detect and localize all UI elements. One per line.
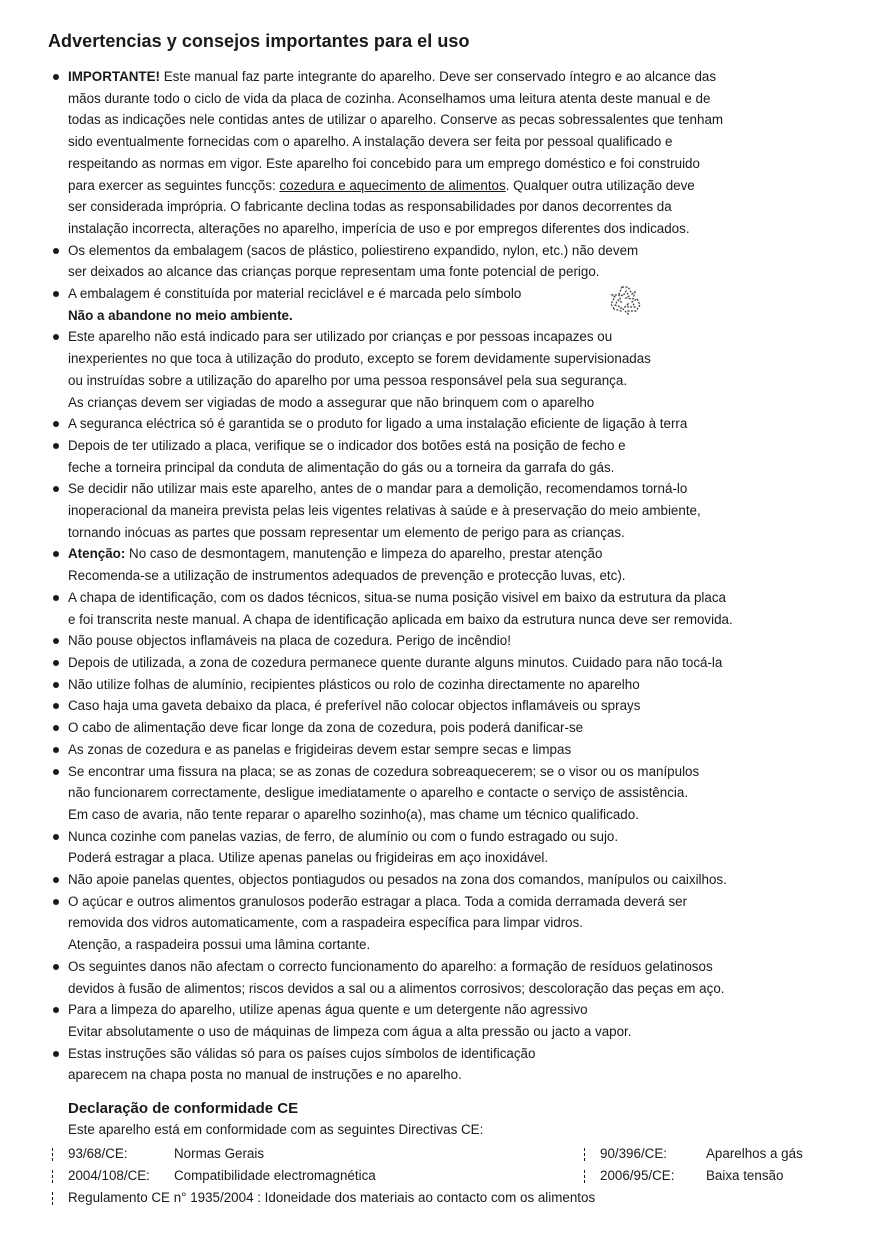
list-item: Estas instruções são válidas só para os países cujos símbolos de identificação aparecem na chapa posta no manual de instruções e no aparelho. [48, 1043, 848, 1086]
row-marker [52, 1192, 55, 1205]
list-item: A seguranca eléctrica só é garantida se o produto for ligado a uma instalação eficiente de ligação à terra [48, 413, 848, 435]
list-item: Atenção: No caso de desmontagem, manutenção e limpeza do aparelho, prestar atenção Recomenda-se a utilização de instrumentos adequados de prevenção e protecção luvas, etc). [48, 543, 848, 586]
row-marker [52, 1170, 55, 1183]
directive-name: Aparelhos a gás [706, 1146, 803, 1161]
directive-code: 2004/108/CE: [68, 1168, 150, 1183]
list-item: Os seguintes danos não afectam o correcto funcionamento do aparelho: a formação de resíduos gelatinosos devidos à fusão de alimentos; riscos devidos a sal ou a alimentos corrosivos; descoloração das peças em aço. [48, 956, 848, 999]
list-item: Não apoie panelas quentes, objectos pontiagudos ou pesados na zona dos comandos, manípulos ou caixilhos. [48, 869, 848, 891]
list-item: A chapa de identificação, com os dados técnicos, situa-se numa posição visivel em baixo da estrutura da placa e foi transcrita neste manual. A chapa de identificação aplicada em baixo da estrutura nunca deve ser removida. [48, 587, 848, 630]
list-item: Para a limpeza do aparelho, utilize apenas água quente e um detergente não agressivo Evitar absolutamente o uso de máquinas de limpeza com água a alta pressão ou jacto a vapor. [48, 999, 848, 1042]
directive-code: 2006/95/CE: [600, 1168, 675, 1183]
table-row [48, 1187, 848, 1209]
directive-name: Compatibilidade electromagnética [174, 1168, 376, 1183]
list-item: As zonas de cozedura e as panelas e frigideiras devem estar sempre secas e limpas [48, 739, 848, 761]
table-row [48, 1165, 848, 1187]
list-item: Depois de ter utilizado a placa, verifique se o indicador dos botões está na posição de fecho e feche a torneira principal da conduta de alimentação do gás ou a torneira da garrafa do gás. [48, 435, 848, 478]
directive-name: Normas Gerais [174, 1146, 265, 1161]
warnings-list [48, 66, 848, 1086]
ce-declaration [68, 1099, 848, 1140]
directive-name: Baixa tensão [706, 1168, 784, 1183]
directive-code: 93/68/CE: [68, 1146, 128, 1161]
row-marker [584, 1148, 587, 1161]
list-item: Não pouse objectos inflamáveis na placa de cozedura. Perigo de incêndio! [48, 630, 848, 652]
attention-label: Atenção: [68, 546, 126, 562]
list-item: IMPORTANTE! Este manual faz parte integrante do aparelho. Deve ser conservado íntegro e ao alcance das mãos durante todo o ciclo de vida da placa de cozinha. Aconselhamos uma leitura atenta deste manual e de todas as indicações nele contidas antes de utilizar o aparelho. Conserve as pecas sobressalentes que tenham sido eventualmente fornecidas com o aparelho. A instalação devera ser feita por pessoal qualificado e respeitando as normas em vigor. Este aparelho foi concebido para um emprego doméstico e foi construido para exercer as seguintes funcçõs: cozedura e aquecimento de alimentos. Qualquer outra utilização deve ser considerada imprópria. O fabricante declina todas as responsabilidades por danos decorrentes da instalação incorrecta, alterações no aparelho, imperícia de uso e por empregos diferentes dos indicados. [48, 66, 848, 240]
list-item: Nunca cozinhe com panelas vazias, de ferro, de alumínio ou com o fundo estragado ou sujo. Poderá estragar a placa. Utilize apenas panelas ou frigideiras em aço inoxidável. [48, 826, 848, 869]
declaration-title: Declaração de conformidade CE [68, 1100, 299, 1117]
list-item: Caso haja uma gaveta debaixo da placa, é preferível não colocar objectos inflamáveis ou sprays [48, 695, 848, 717]
environment-note: Não a abandone no meio ambiente. [68, 307, 293, 323]
list-item: O cabo de alimentação deve ficar longe da zona de cozedura, pois poderá danificar-se [48, 717, 848, 739]
recycle-icon [608, 283, 644, 315]
table-row [48, 1143, 848, 1165]
directives-table [48, 1143, 848, 1209]
list-item: Se decidir não utilizar mais este aparelho, antes de o mandar para a demolição, recomendamos torná-lo inoperacional da maneira prevista pelas leis vigentes relativas à saúde e à preservação do meio ambiente, tornando inócuas as partes que possam representar um elemento de perigo para as crianças. [48, 478, 848, 543]
page-title: Advertencias y consejos importantes para el uso [48, 31, 470, 51]
directive-code: 90/396/CE: [600, 1146, 667, 1161]
list-item: Este aparelho não está indicado para ser utilizado por crianças e por pessoas incapazes ou inexperientes no que toca à utilização do produto, excepto se forem devidamente supervisionadas ou instruídas sobre a utilização do aparelho por uma pessoa responsável pela sua segurança. As crianças devem ser vigiadas de modo a assegurar que não brinquem com o aparelho [48, 326, 848, 413]
regulation-text: Regulamento CE n° 1935/2004 : Idoneidade dos materiais ao contacto com os alimentos [68, 1190, 596, 1205]
list-item: A embalagem é constituída por material reciclável e é marcada pelo símbolo Não a abandone no meio ambiente. [48, 283, 848, 326]
row-marker [584, 1170, 587, 1183]
row-marker [52, 1148, 55, 1161]
important-label: IMPORTANTE! [68, 69, 160, 84]
list-item: Os elementos da embalagem (sacos de plástico, poliestireno expandido, nylon, etc.) não devem ser deixados ao alcance das crianças porque representam uma fonte potencial de perigo. [48, 240, 848, 283]
underlined-usage: cozedura e aquecimento de alimentos [279, 177, 506, 193]
list-item: Não utilize folhas de alumínio, recipientes plásticos ou rolo de cozinha directamente no aparelho [48, 674, 848, 696]
list-item: Se encontrar uma fissura na placa; se as zonas de cozedura sobreaquecerem; se o visor ou os manípulos não funcionarem correctamente, desligue imediatamente o aparelho e contacte o serviço de assistência. Em caso de avaria, não tente reparar o aparelho sozinho(a), mas chame um técnico qualificado. [48, 761, 848, 826]
list-item: Depois de utilizada, a zona de cozedura permanece quente durante alguns minutos. Cuidado para não tocá-la [48, 652, 848, 674]
list-item: O açúcar e outros alimentos granulosos poderão estragar a placa. Toda a comida derramada deverá ser removida dos vidros automaticamente, com a raspadeira específica para limpar vidros. Atenção, a raspadeira possui uma lâmina cortante. [48, 891, 848, 956]
declaration-intro: Este aparelho está em conformidade com as seguintes Directivas CE: [68, 1122, 484, 1137]
